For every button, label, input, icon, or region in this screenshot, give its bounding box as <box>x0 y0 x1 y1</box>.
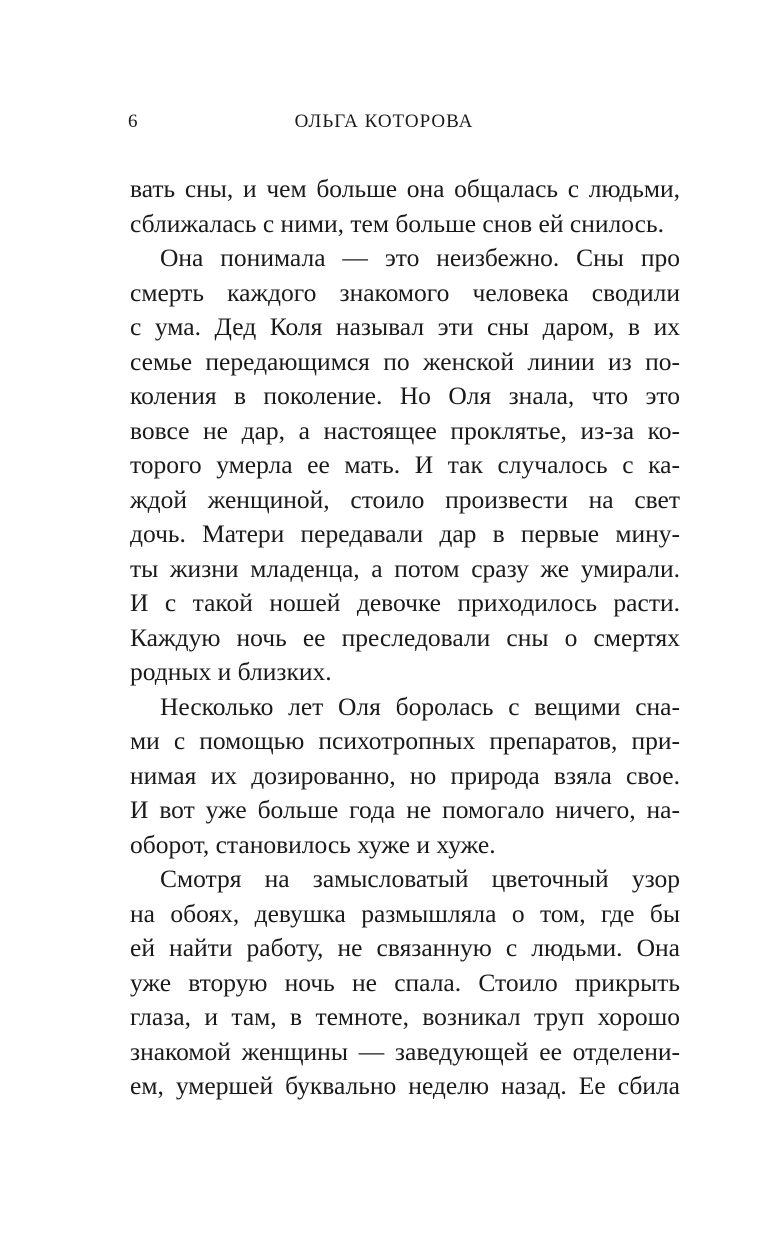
text-line: Она понимала — это неизбежно. Сны про <box>160 243 680 272</box>
text-line: знакомой женщины — заведующей ее отделени- <box>130 1036 680 1066</box>
text-line: И вот уже больше года не помогало ничего, на- <box>130 795 680 824</box>
text-line: уже вторую ночь не спала. Стоило прикрыть <box>130 967 680 997</box>
text-line: смерть каждого знакомого человека сводили <box>130 277 680 307</box>
text-line: ей найти работу, не связанную с людьми. Она <box>130 933 680 962</box>
running-head-author: ОЛЬГА КОТОРОВА <box>294 111 474 132</box>
text-line: дочь. Матери передавали дар в первые мину- <box>130 519 680 548</box>
text-line: оборот, становилось хуже и хуже. <box>130 829 496 859</box>
text-line: Несколько лет Оля боролась с вещими сна- <box>160 691 680 721</box>
text-line: сближалась с ними, тем больше снов ей снилось. <box>130 208 664 238</box>
text-line: Смотря на замысловатый цветочный узор <box>160 864 680 893</box>
page-number: 6 <box>128 111 138 132</box>
text-line: родных и близких. <box>130 657 332 686</box>
text-line: семье передающимся по женской линии из по- <box>130 346 680 376</box>
text-line: ми с помощью психотропных препаратов, при- <box>130 726 680 755</box>
text-line: с ума. Дед Коля называл эти сны даром, в их <box>130 312 680 341</box>
text-line: ждой женщиной, стоило произвести на свет <box>130 484 680 514</box>
text-line: коления в поколение. Но Оля знала, что это <box>130 381 680 410</box>
text-line: ты жизни младенца, а потом сразу же умирали. <box>130 553 680 583</box>
text-line: И с такой ношей девочке приходилось расти. <box>130 588 680 617</box>
body-text <box>130 172 680 1104</box>
text-line: Каждую ночь ее преследовали сны о смертях <box>130 622 680 652</box>
text-line: торого умерла ее мать. И так случалось с ка- <box>130 450 680 479</box>
text-line: вать сны, и чем больше она общалась с людьми, <box>130 174 680 203</box>
text-line: нимая их дозированно, но природа взяла свое. <box>130 760 680 790</box>
text-line: ем, умершей буквально неделю назад. Ее сбила <box>130 1071 680 1100</box>
text-line: на обоях, девушка размышляла о том, где бы <box>130 898 680 928</box>
text-line: вовсе не дар, а настоящее проклятье, из-за ко- <box>130 415 680 445</box>
text-line: глаза, и там, в темноте, возникал труп хорошо <box>130 1002 680 1031</box>
